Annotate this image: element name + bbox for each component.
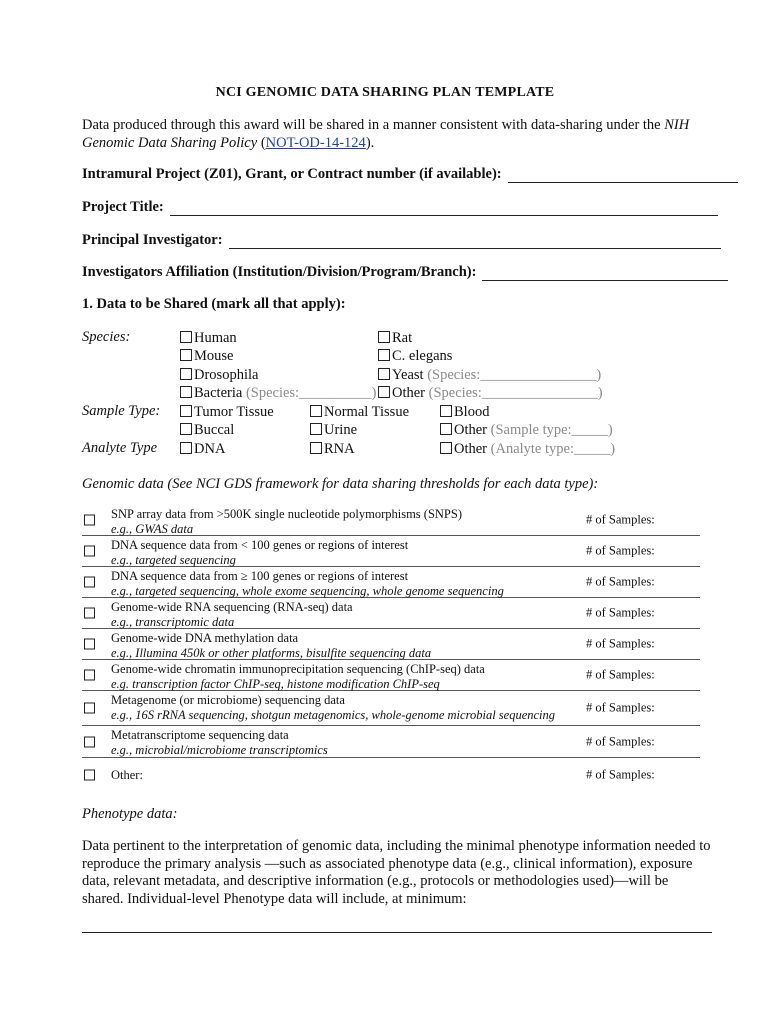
other-species-hint[interactable]: (Species:________________)	[428, 385, 603, 401]
table-row	[82, 567, 700, 598]
table-row	[82, 536, 700, 567]
checkbox-icon[interactable]	[310, 405, 322, 417]
row-description: Metatranscriptome sequencing data e.g., microbial/microbiome transcriptomics	[111, 728, 328, 757]
species-celegans-option[interactable]: C. elegans	[378, 348, 452, 365]
samples-count-label[interactable]: # of Samples:	[586, 667, 655, 682]
checkbox-icon[interactable]	[84, 736, 95, 747]
phenotype-paragraph: Data pertinent to the interpretation of genomic data, including the minimal phenotype information needed to reproduce the primary analysis —such as associated phenotype data (e.g., clinical information), exposure data, relevant metadata, and descriptive information (e.g., protocols or methodologies used)—will be shared. Individual-level Phenotype data will include, at minimum:	[82, 838, 711, 907]
table-row	[82, 726, 700, 758]
checkbox-icon[interactable]	[180, 386, 192, 398]
sample-urine-option[interactable]: Urine	[310, 422, 357, 439]
table-row	[82, 758, 700, 792]
analyte-type-hint[interactable]: (Analyte type:_____)	[490, 441, 616, 457]
sample-other-option[interactable]: Other (Sample type:_____)	[440, 422, 613, 439]
checkbox-icon[interactable]	[310, 423, 322, 435]
project-number-field	[82, 166, 738, 183]
species-bacteria-option[interactable]: Bacteria (Species:__________)	[180, 385, 376, 402]
row-description: Genome-wide RNA sequencing (RNA-seq) data e.g., transcriptomic data	[111, 600, 353, 629]
affiliation-label: Investigators Affiliation (Institution/Division/Program/Branch):	[82, 264, 477, 280]
project-title-label: Project Title:	[82, 199, 164, 215]
yeast-species-hint[interactable]: (Species:________________)	[427, 367, 602, 383]
pi-field	[82, 232, 721, 249]
checkbox-icon[interactable]	[180, 423, 192, 435]
section1-heading: 1. Data to be Shared (mark all that apply):	[82, 296, 346, 312]
samples-count-label[interactable]: # of Samples:	[586, 700, 655, 715]
intro-paragraph: Data produced through this award will be shared in a manner consistent with data-sharing under the NIH Genomic Data Sharing Policy (NOT-OD-14-124).	[82, 117, 690, 151]
species-rat-option[interactable]: Rat	[378, 330, 412, 347]
samples-count-label[interactable]: # of Samples:	[586, 636, 655, 651]
checkbox-icon[interactable]	[180, 405, 192, 417]
phenotype-answer-line[interactable]	[82, 932, 712, 933]
row-description: Other:	[111, 768, 143, 782]
checkbox-icon[interactable]	[378, 386, 390, 398]
policy-link[interactable]: NOT-OD-14-124	[265, 135, 366, 151]
row-description: Genome-wide chromatin immunoprecipitation sequencing (ChIP-seq) data e.g. transcription factor ChIP-seq, histone modification ChIP-seq	[111, 662, 485, 691]
document-title: NCI GENOMIC DATA SHARING PLAN TEMPLATE	[215, 85, 555, 100]
sample-blood-option[interactable]: Blood	[440, 404, 489, 421]
checkbox-icon[interactable]	[440, 442, 452, 454]
checkbox-icon[interactable]	[84, 770, 95, 781]
checkbox-icon[interactable]	[180, 368, 192, 380]
sample-buccal-option[interactable]: Buccal	[180, 422, 234, 439]
analyte-rna-option[interactable]: RNA	[310, 441, 355, 458]
table-row	[82, 598, 700, 629]
checkbox-icon[interactable]	[84, 670, 95, 681]
checkbox-icon[interactable]	[84, 703, 95, 714]
analyte-type-label: Analyte Type	[82, 440, 158, 456]
table-row	[82, 691, 700, 726]
pi-input[interactable]	[229, 234, 721, 249]
project-number-input[interactable]	[508, 168, 738, 183]
row-description: Metagenome (or microbiome) sequencing data e.g., 16S rRNA sequencing, shotgun metagenomics, whole-genome microbial sequencing	[111, 693, 556, 722]
table-row	[82, 660, 700, 691]
phenotype-title: Phenotype data:	[82, 806, 178, 822]
checkbox-icon[interactable]	[180, 331, 192, 343]
row-description: DNA sequence data from ≥ 100 genes or regions of interest e.g., targeted sequencing, whole exome sequencing, whole genome sequencing	[111, 569, 504, 598]
samples-count-label[interactable]: # of Samples:	[586, 543, 655, 558]
samples-count-label[interactable]: # of Samples:	[586, 605, 655, 620]
checkbox-icon[interactable]	[310, 442, 322, 454]
species-drosophila-option[interactable]: Drosophila	[180, 367, 258, 384]
sample-type-hint[interactable]: (Sample type:_____)	[490, 422, 613, 438]
project-title-field	[82, 199, 718, 216]
species-other-option[interactable]: Other (Species:________________)	[378, 385, 603, 402]
checkbox-icon[interactable]	[378, 331, 390, 343]
checkbox-icon[interactable]	[378, 368, 390, 380]
samples-count-label[interactable]: # of Samples:	[586, 767, 655, 782]
sample-normal-option[interactable]: Normal Tissue	[310, 404, 409, 421]
checkbox-icon[interactable]	[84, 546, 95, 557]
checkbox-icon[interactable]	[440, 405, 452, 417]
checkbox-icon[interactable]	[180, 349, 192, 361]
samples-count-label[interactable]: # of Samples:	[586, 734, 655, 748]
checkbox-icon[interactable]	[84, 577, 95, 588]
table-row	[82, 505, 700, 536]
checkbox-icon[interactable]	[378, 349, 390, 361]
table-row	[82, 629, 700, 660]
affiliation-input[interactable]	[482, 266, 728, 281]
genomic-data-table	[82, 505, 700, 792]
species-label: Species:	[82, 329, 131, 345]
sample-type-label: Sample Type:	[82, 403, 161, 419]
row-description: Genome-wide DNA methylation data e.g., Illumina 450k or other platforms, bisulfite sequencing data	[111, 631, 432, 660]
checkbox-icon[interactable]	[84, 515, 95, 526]
analyte-dna-option[interactable]: DNA	[180, 441, 225, 458]
row-description: DNA sequence data from < 100 genes or regions of interest e.g., targeted sequencing	[111, 538, 409, 567]
policy-name: NIH Genomic Data Sharing Policy	[82, 117, 690, 151]
analyte-other-option[interactable]: Other (Analyte type:_____)	[440, 441, 615, 458]
checkbox-icon[interactable]	[440, 423, 452, 435]
row-description: SNP array data from >500K single nucleotide polymorphisms (SNPS) e.g., GWAS data	[111, 507, 462, 536]
species-human-option[interactable]: Human	[180, 330, 237, 347]
species-yeast-option[interactable]: Yeast (Species:________________)	[378, 367, 601, 384]
sample-tumor-option[interactable]: Tumor Tissue	[180, 404, 274, 421]
genomic-data-title: Genomic data (See NCI GDS framework for data sharing thresholds for each data type):	[82, 476, 599, 492]
checkbox-icon[interactable]	[180, 442, 192, 454]
samples-count-label[interactable]: # of Samples:	[586, 512, 655, 527]
samples-count-label[interactable]: # of Samples:	[586, 574, 655, 589]
bacteria-species-hint[interactable]: (Species:__________)	[245, 385, 377, 401]
project-number-label: Intramural Project (Z01), Grant, or Contract number (if available):	[82, 166, 502, 182]
checkbox-icon[interactable]	[84, 608, 95, 619]
species-mouse-option[interactable]: Mouse	[180, 348, 233, 365]
pi-label: Principal Investigator:	[82, 232, 223, 248]
affiliation-field	[82, 264, 728, 281]
project-title-input[interactable]	[170, 201, 718, 216]
checkbox-icon[interactable]	[84, 639, 95, 650]
